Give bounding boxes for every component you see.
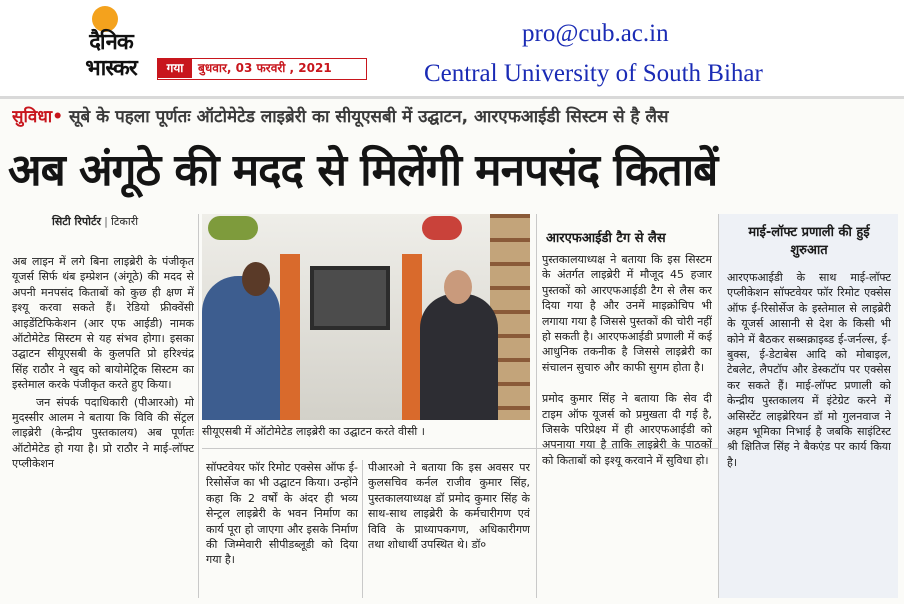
column-divider — [362, 460, 363, 598]
kicker-line — [12, 104, 892, 134]
kicker-label: सुविधा• — [12, 107, 64, 127]
column-4-paragraph-2: प्रमोद कुमार सिंह ने बताया कि सेव दी टाइम ऑफ यूजर्स को प्रमुखता दी गई है, जिसके परिप्रेक्ष्य में ही आरएफआईडी को अपनाया गया है ताकि लाइब्रेरी के पाठकों को किताबों को इश्यू करवाने में सुविधा हो। — [542, 392, 712, 467]
article-column-2 — [206, 460, 358, 596]
dainik-bhaskar-logo — [70, 4, 152, 84]
column-1-paragraph-1: अब लाइन में लगे बिना लाइब्रेरी के पंजीकृत यूजर्स सिर्फ थंब इम्प्रेशन (अंगूठे) की मदद से अपनी मनपसंद किताबों को कुछ ही क्षण में इश्यू करवा सकते हैं। रेडियो फ्रीक्वेंसी आइडेंटिफिकेशन (आर एफ आईडी) नामक ऑटोमेटेड सिस्टम से यह संभव होगा। इसका उद्घाटन सीयूएसबी के कुलपति प्रो हरिश्चंद्र सिंह राठौर ने खुद को बायोमेट्रिक सिस्टम का इस्तेमाल करके पंजीकृत करते हुए किया। — [12, 255, 194, 392]
logo-line2: भास्कर — [85, 56, 137, 81]
headline: अब अंगूठे की मदद से मिलेंगी मनपसंद किताबें — [8, 145, 718, 196]
mylot-sidebar — [718, 214, 898, 598]
curtain-right — [402, 254, 422, 420]
person-left — [202, 276, 280, 420]
flower-decoration — [208, 216, 258, 240]
pro-email: pro@cub.ac.in — [522, 20, 669, 47]
newspaper-masthead — [0, 0, 904, 96]
dateline — [157, 58, 367, 80]
dateline-date: बुधवार, 03 फरवरी , 2021 — [198, 61, 332, 75]
curtain-left — [280, 254, 300, 420]
kicker-text: सूबे के पहला पूर्णतः ऑटोमेटेड लाइब्रेरी का सीयूएसबी में उद्घाटन, आरएफआईडी सिस्टम से है लैस — [63, 107, 669, 127]
byline-separator: | — [104, 215, 109, 228]
byline-reporter: सिटी रिपोर्टर — [52, 215, 101, 228]
university-name: Central University of South Bihar — [424, 60, 763, 87]
sidebar-text — [727, 270, 891, 590]
divider — [0, 96, 904, 99]
column-2-paragraph: सॉफ्टवेयर फॉर रिमोट एक्सेस ऑफ ई-रिसोर्सेज का भी उद्घाटन किया। उन्होंने कहा कि 2 वर्षों के अंदर ही भव्य सेन्ट्रल लाइब्रेरी के भवन निर्माण का कार्य पूरा हो जाएगा और इसके निर्माण की जिम्मेवारी सीपीडब्लूडी को दिया गया है। — [206, 461, 358, 567]
byline — [52, 214, 202, 229]
logo-line1: दैनिक — [89, 30, 133, 55]
column-divider — [536, 214, 537, 598]
column-1-paragraph-2: जन संपर्क पदाधिकारी (पीआरओ) मो मुदस्सीर आलम ने बताया कि विवि की सेंट्रल लाइब्रेरी (केन्द्रीय पुस्तकालय) अब पूर्णतः ऑटोमेटेड हो गया है। प्रो राठौर ने माई-लॉफ्ट एप्लीकेशन — [12, 395, 194, 471]
byline-place: टिकारी — [111, 215, 139, 228]
photo-caption: सीयूएसबी में ऑटोमेटेड लाइब्रेरी का उद्घाटन करते वीसी । — [202, 425, 425, 438]
sidebar-subhead: माई-लॉफ्ट प्रणाली की हुई शुरुआत — [748, 225, 870, 258]
person-right — [420, 294, 498, 420]
sidebar-paragraph: आरएफआईडी के साथ माई-लॉफ्ट एप्लीकेशन सॉफ्टवेयर फॉर रिमोट एक्सेस ऑफ ई-रिसोर्सेज के इस्तेमाल से लाइब्रेरी के यूजर्स आसानी से देश के किसी भी कोने में बैठकर सब्सक्राइब्ड ई-जर्नल्स, ई-बुक्स, ई-डेटाबेस आदि को मोबाइल, टेबलेट, लैपटॉप और डेस्कटॉप पर एक्सेस कर सकते हैं। माई-लॉफ्ट प्रणाली को केन्द्रीय पुस्तकालय में इंटेग्रेट करने में असिस्टेंट लाइब्रेरियन डॉ मो गुलनवाज ने अहम भूमिका निभाई है जबकि साइंटिस्ट श्री क्षितिज सिंह ने बैकएंड पर कार्य किया है। — [727, 271, 891, 469]
article-column-1 — [12, 254, 194, 598]
article-column-3 — [368, 460, 530, 596]
article-column-4 — [542, 252, 712, 598]
dateline-city: गया — [158, 59, 192, 78]
rfid-subhead: आरएफआईडी टैग से लैस — [546, 231, 666, 246]
column-divider — [198, 214, 199, 598]
column-4-paragraph-1: पुस्तकालयाध्यक्ष ने बताया कि इस सिस्टम के अंतर्गत लाइब्रेरी में मौजूद 45 हजार पुस्तकों को आरएफआईडी टैग से लैस कर दिया गया है और उनमें माइक्रोचिप भी लगाया गया है जिससे पुस्तकों की चोरी नहीं हो सकती है। आरएफआईडी प्रणाली में कई आधुनिक तकनीक है जिससे लाइब्रेरी का संचालन सुचारु और काफी सुगम होता है। — [542, 253, 712, 374]
flower-decoration — [422, 216, 462, 240]
column-3-paragraph: पीआरओ ने बताया कि इस अवसर पर कुलसचिव कर्नल राजीव कुमार सिंह, पुस्तकालयाध्यक्ष डॉ प्रमोद कुमार सिंह के साथ-साथ लाइब्रेरी के कर्मचारीगण एवं विवि के प्राध्यापकगण, अधिकारीगण तथा शोधार्थी उपस्थित थे। डॉ० — [368, 461, 530, 552]
plaque — [310, 266, 390, 330]
inauguration-photo — [202, 214, 530, 420]
